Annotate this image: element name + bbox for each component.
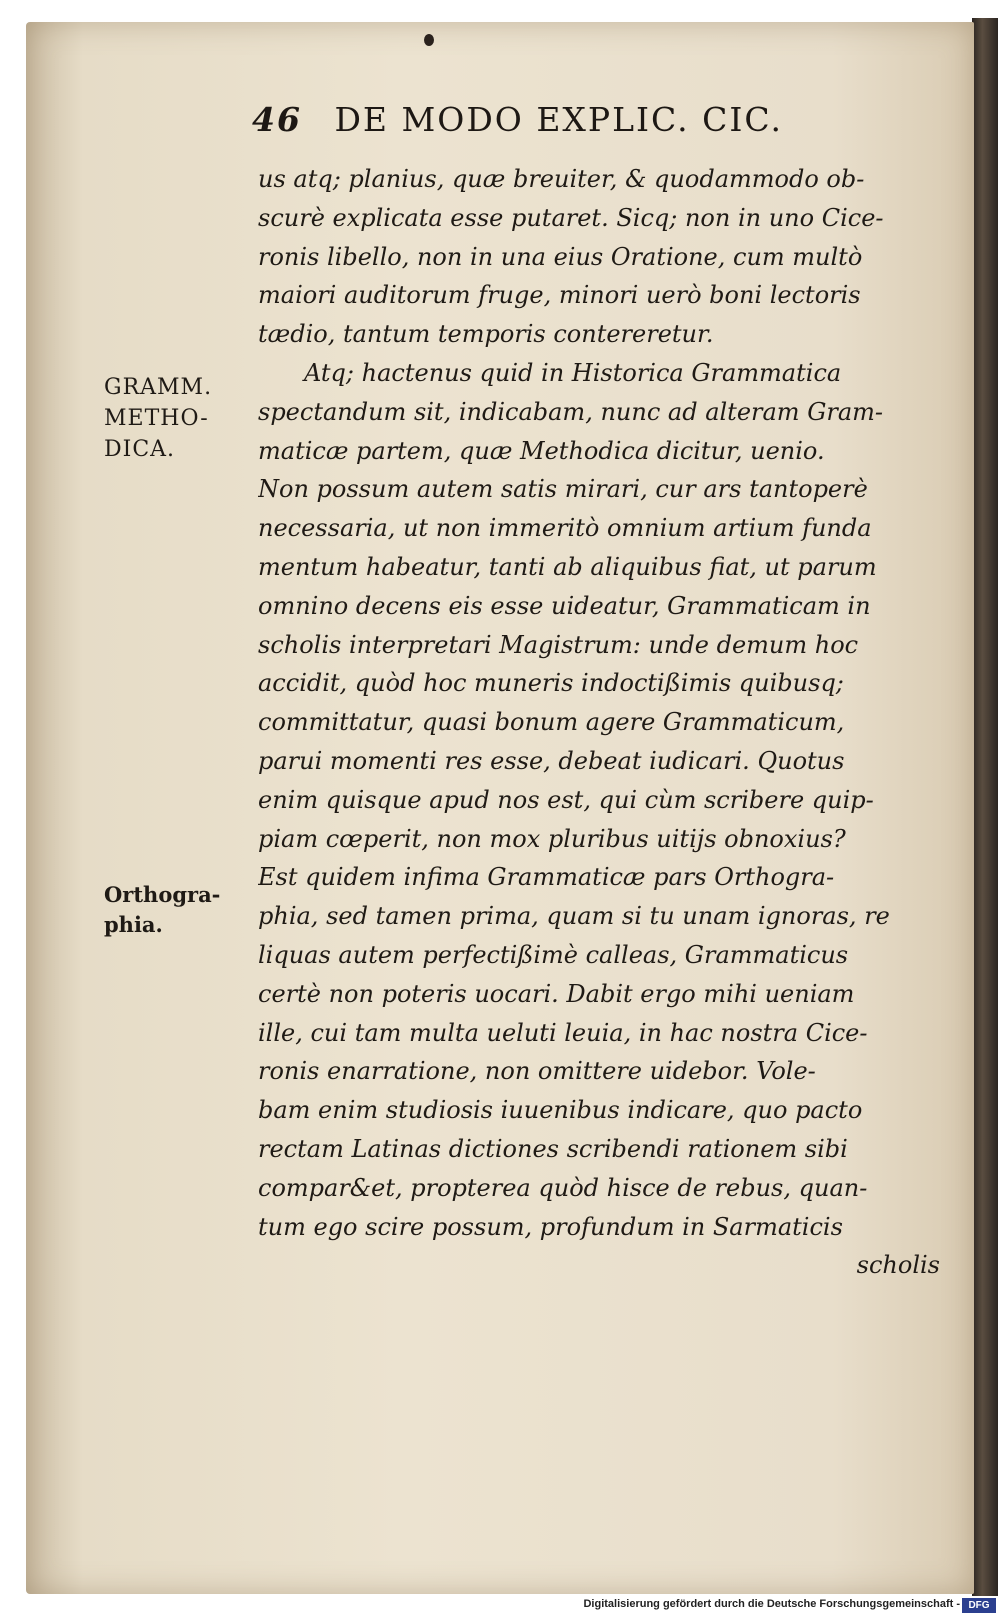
text-line: Atq; hactenus quid in Historica Grammatica [304,358,842,387]
dfg-logo: DFG [962,1598,996,1613]
catchword: scholis [856,1251,940,1280]
digitization-credit: Digitalisierung gefördert durch die Deutsche Forschungsgemeinschaft - [583,1598,960,1610]
text-line: tum ego scire possum, profundum in Sarmaticis [258,1212,843,1241]
text-line: rectam Latinas dictiones scribendi rationem sibi [258,1134,848,1163]
marginal-note-orthographia [104,880,220,940]
marginal-line: GRAMM. [104,375,213,400]
text-line: compar&et, propterea quòd hisce de rebus, quan- [258,1173,868,1202]
marginal-line: Orthogra- [104,882,221,907]
marginal-line: DICA. [104,437,176,462]
book-edge [972,18,998,1596]
text-line: us atq; planius, quæ breuiter, & quodammodo ob- [258,165,865,193]
text-line: tædio, tantum temporis contereretur. [258,320,714,349]
text-line: scholis interpretari Magistrum: unde demum hoc [258,630,859,659]
ink-dot [424,34,434,46]
text-line: committatur, quasi bonum agere Grammaticum, [258,708,845,737]
text-line: maticæ partem, quæ Methodica dicitur, uenio. [258,436,825,465]
marginal-line: phia. [104,912,163,937]
text-line: parui momenti res esse, debeat iudicari. Quotus [258,746,845,775]
text-line: ronis enarratione, non omittere uidebor. Vole- [258,1057,816,1086]
text-line: piam cœperit, non mox pluribus uitijs obnoxius? [258,824,846,853]
text-line: ronis libello, non in una eius Oratione, cum multò [258,242,863,271]
body-text [258,160,948,1285]
page-number: 46 [252,100,302,139]
running-title: DE MODO EXPLIC. CIC. [334,100,783,139]
marginal-line: METHO- [104,406,209,431]
marginal-note-grammatica-methodica [104,372,212,465]
text-line: Non possum autem satis mirari, cur ars tantoperè [258,475,868,504]
text-line: certè non poteris uocari. Dabit ergo mihi ueniam [258,979,855,1008]
text-line: scurè explicata esse putaret. Sicq; non in uno Cice- [258,203,884,232]
text-line: ille, cui tam multa ueluti leuia, in hac nostra Cice- [258,1018,868,1047]
text-line: Est quidem infima Grammaticæ pars Orthogra- [258,863,835,892]
text-line: liquas autem perfectißimè calleas, Grammaticus [258,940,849,969]
text-line: necessaria, ut non immeritò omnium artium funda [258,514,872,543]
text-line: accidit, quòd hoc muneris indoctißimis quibusq; [258,669,844,698]
running-head [252,100,892,150]
text-line: mentum habeatur, tanti ab aliquibus fiat, ut parum [258,552,877,581]
text-line: omnino decens eis esse uideatur, Grammaticam in [258,591,871,620]
text-line: maiori auditorum fruge, minori uerò boni lectoris [258,281,861,310]
text-line: enim quisque apud nos est, qui cùm scribere quip- [258,785,874,814]
text-line: spectandum sit, indicabam, nunc ad alteram Gram- [258,397,884,426]
text-line: phia, sed tamen prima, quam si tu unam ignoras, re [258,902,890,931]
text-line: bam enim studiosis iuuenibus indicare, quo pacto [258,1096,863,1125]
